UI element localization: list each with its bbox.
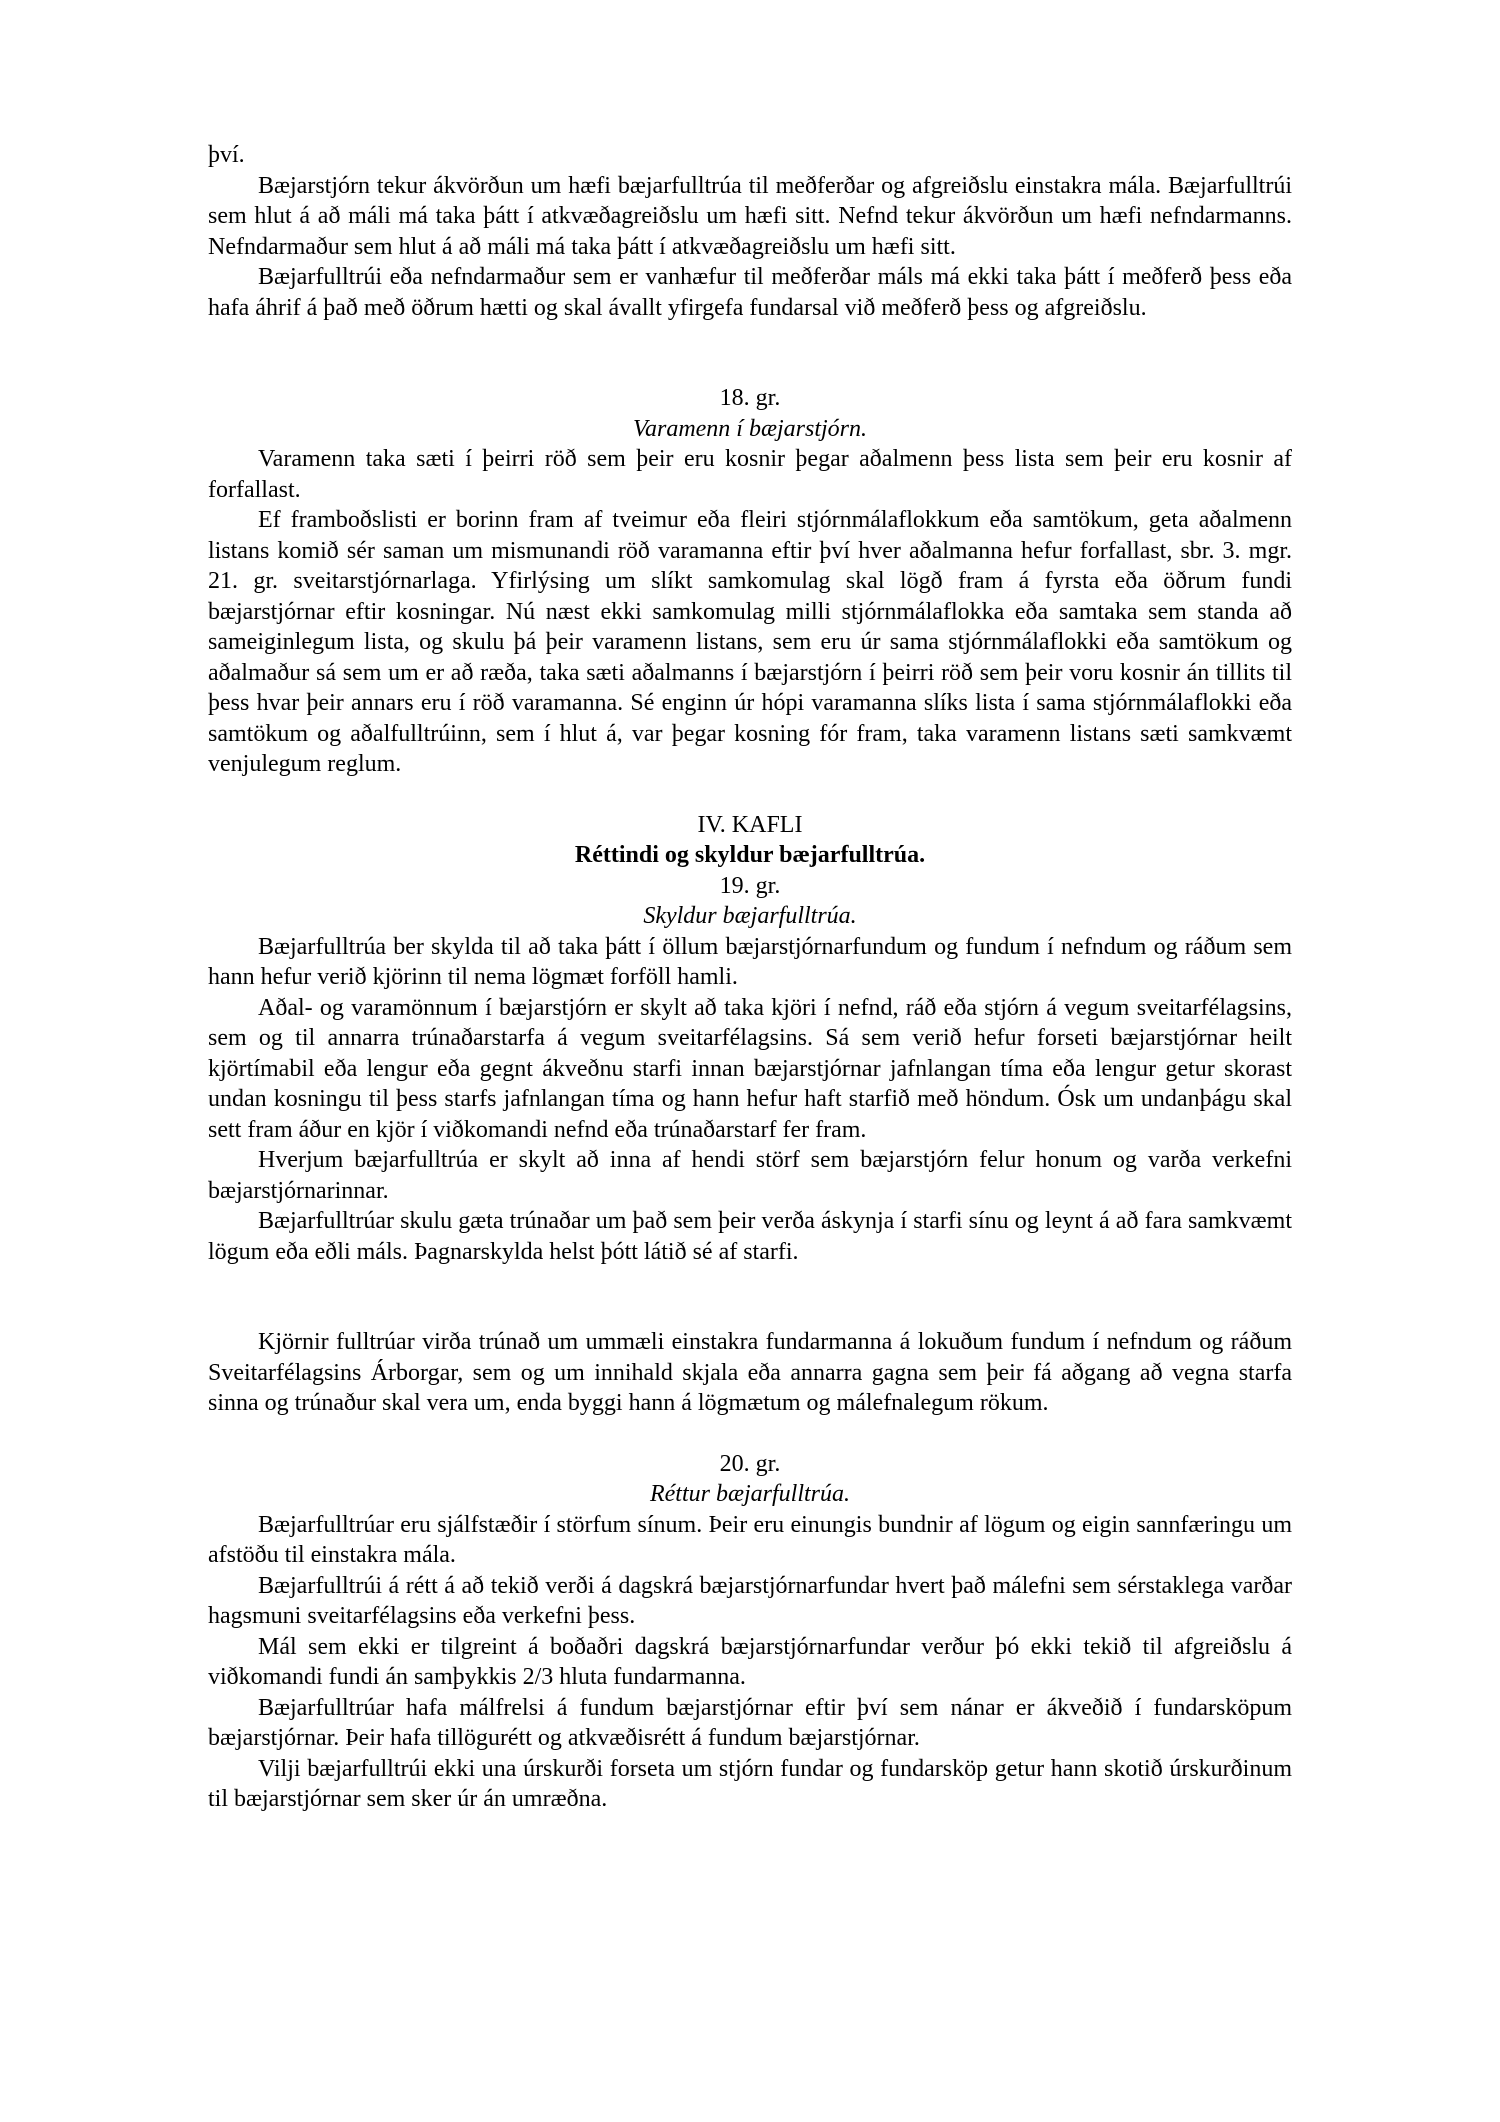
paragraph: Ef framboðslisti er borinn fram af tveimur eða fleiri stjórnmálaflokkum eða samtökum, geta aðalmenn listans komið sér saman um mismunandi röð varamanna eftir því hver aðalmanna hefur forfallast, sbr. 3. mgr. 21. gr. sveitarstjórnarlaga. Yfirlýsing um slíkt samkomulag skal lögð fram á fyrsta eða öðrum fundi bæjarstjórnar eftir kosningar. Nú næst ekki samkomulag milli stjórnmálaflokka eða samtaka sem standa að sameiginlegum lista, og skulu þá þeir varamenn listans, sem eru úr sama stjórnmálaflokki eða samtökum og aðalmaður sá sem um er að ræða, taka sæti aðalmanns í bæjarstjórn í þeirri röð sem þeir voru kosnir án tillits til þess hvar þeir annars eru í röð varamanna. Sé enginn úr hópi varamanna slíks lista í sama stjórnmálaflokki eða samtökum og aðalfulltrúinn, sem í hlut á, var þegar kosning fór fram, taka varamenn listans sæti samkvæmt venjulegum reglum. (208, 507, 1292, 777)
paragraph: Mál sem ekki er tilgreint á boðaðri dagskrá bæjarstjórnarfundar verður þó ekki tekið til afgreiðslu á viðkomandi fundi án samþykkis 2/3 hluta fundarmanna. (208, 1633, 1292, 1690)
paragraph: Bæjarfulltrúa ber skylda til að taka þátt í öllum bæjarstjórnarfundum og fundum í nefndum og ráðum sem hann hefur verið kjörinn til nema lögmæt forföll hamli. (208, 933, 1292, 990)
spacer (208, 1267, 1292, 1327)
spacer (208, 780, 1292, 810)
chapter-title: Réttindi og skyldur bæjarfulltrúa. (574, 842, 926, 868)
paragraph: Bæjarfulltrúi á rétt á að tekið verði á dagskrá bæjarstjórnarfundar hvert það málefni sem sérstaklega varðar hagsmuni sveitarfélagsins eða verkefni þess. (208, 1572, 1292, 1629)
document-body (208, 140, 1292, 1815)
paragraph: Kjörnir fulltrúar virða trúnað um ummæli einstakra fundarmanna á lokuðum fundum í nefndum og ráðum Sveitarfélagsins Árborgar, sem og um innihald skjala eða annarra gagna sem þeir fá aðgang að vegna starfa sinna og trúnaður skal vera um, enda byggi hann á lögmætum og málefnalegum rökum. (208, 1329, 1292, 1416)
paragraph: Hverjum bæjarfulltrúa er skylt að inna af hendi störf sem bæjarstjórn felur honum og varða verkefni bæjarstjórnarinnar. (208, 1147, 1292, 1204)
paragraph: Vilji bæjarfulltrúi ekki una úrskurði forseta um stjórn fundar og fundarsköp getur hann skotið úrskurðinum til bæjarstjórnar sem sker úr án umræðna. (208, 1755, 1292, 1812)
article-number: 18. gr. (719, 385, 781, 411)
article-title: Skyldur bæjarfulltrúa. (643, 903, 857, 929)
article-number: 20. gr. (719, 1450, 781, 1477)
paragraph: Bæjarfulltrúar eru sjálfstæðir í störfum sínum. Þeir eru einungis bundnir af lögum og eigin sannfæringu um afstöðu til einstakra mála. (208, 1511, 1292, 1568)
paragraph: Bæjarfulltrúar hafa málfrelsi á fundum bæjarstjórnar eftir því sem nánar er ákveðið í fundarsköpum bæjarstjórnar. Þeir hafa tillögurétt og atkvæðisrétt á fundum bæjarstjórnar. (208, 1694, 1292, 1751)
article-20 (208, 1449, 1292, 1815)
article-title: Réttur bæjarfulltrúa. (649, 1481, 850, 1507)
paragraph: Varamenn taka sæti í þeirri röð sem þeir eru kosnir þegar aðalmenn þess lista sem þeir eru kosnir af forfallast. (208, 446, 1292, 503)
spacer (208, 1419, 1292, 1449)
paragraph: Aðal- og varamönnum í bæjarstjórn er skylt að taka kjöri í nefnd, ráð eða stjórn á vegum sveitarfélagsins, sem og til annarra trúnaðarstarfa á vegum sveitarfélagsins. Sá sem verið hefur forseti bæjarstjórnar heilt kjörtímabil eða lengur eða gegnt ákveðnu starfi innan bæjarstjórnar jafnlangan tíma eða lengur getur skorast undan kosningu til þess starfs jafnlangan tíma og hann hefur haft starfið með höndum. Ósk um undanþágu skal sett fram áður en kjör í viðkomandi nefnd eða trúnaðarstarf fer fram. (208, 994, 1292, 1143)
paragraph: Bæjarfulltrúar skulu gæta trúnaðar um það sem þeir verða áskynja í starfi sínu og leynt á að fara samkvæmt lögum eða eðli máls. Þagnarskylda helst þótt látið sé af starfi. (208, 1208, 1292, 1265)
article-19 (208, 871, 1292, 1419)
chapter-number: IV. KAFLI (697, 811, 803, 838)
article-number: 19. gr. (719, 872, 781, 899)
article-18 (208, 383, 1292, 780)
continuation-paragraph: því. (208, 142, 245, 168)
chapter-heading (208, 810, 1292, 871)
paragraph: Bæjarfulltrúi eða nefndarmaður sem er vanhæfur til meðferðar máls má ekki taka þátt í meðferð þess eða hafa áhrif á það með öðrum hætti og skal ávallt yfirgefa fundarsal við meðferð þess og afgreiðslu. (208, 264, 1292, 321)
paragraph: Bæjarstjórn tekur ákvörðun um hæfi bæjarfulltrúa til meðferðar og afgreiðslu einstakra mála. Bæjarfulltrúi sem hlut á að máli má taka þátt í atkvæðagreiðslu um hæfi sitt. Nefnd tekur ákvörðun um hæfi nefndarmanns. Nefndarmaður sem hlut á að máli má taka þátt í atkvæðagreiðslu um hæfi sitt. (208, 172, 1292, 260)
article-title: Varamenn í bæjarstjórn. (632, 415, 868, 442)
spacer (208, 323, 1292, 383)
